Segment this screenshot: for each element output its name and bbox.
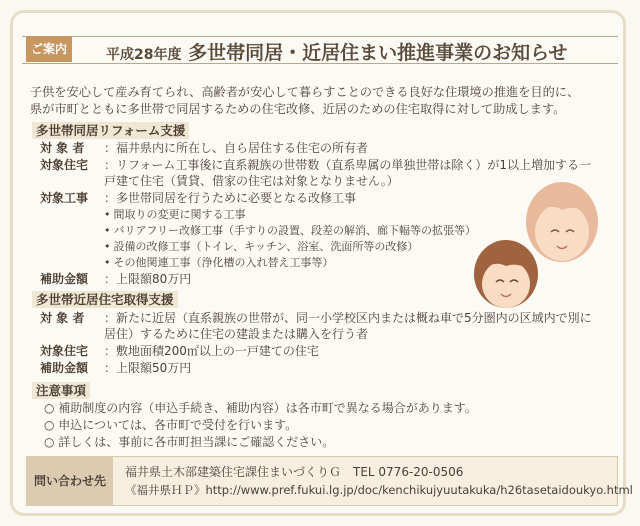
value: ：上限額80万円: [104, 272, 192, 286]
label: 対 象 者: [40, 141, 85, 155]
nearby-heading: 多世帯近居住宅取得支援: [32, 291, 178, 308]
note-item: ○ 申込については、各市町で受付を行います。: [44, 418, 298, 432]
child-face-icon: [474, 240, 538, 308]
notes-heading: 注意事項: [32, 382, 90, 399]
reform-house-cont: 戸建て住宅（賃貸、借家の住宅は対象となりません。）: [104, 174, 399, 188]
work-item: • 間取りの変更に関する工事: [104, 207, 246, 222]
value: ：リフォーム工事後に直系親族の世帯数（直系卑属の単独世帯は除く）が1以上増加する一: [104, 158, 592, 172]
nearby-amount: [40, 360, 191, 376]
label: 対象工事: [40, 191, 89, 205]
contact-label: 問い合わせ先: [27, 457, 113, 505]
intro-line: 子供を安心して産み育てられ、高齢者が安心して暮らすことのできる良好な住環境の推進を目的に、: [30, 85, 580, 99]
reform-target: [40, 140, 368, 156]
intro-line: 県が市町とともに多世帯で同居するための住宅改修、近居のための住宅取得に対して助成します。: [30, 102, 566, 116]
value: ：上限額50万円: [104, 361, 192, 375]
family-illustration: [454, 174, 604, 324]
reform-work: [40, 190, 356, 206]
value: ：敷地面積200㎡以上の一戸建ての住宅: [104, 344, 319, 358]
label: 補助金額: [40, 361, 89, 375]
note-item: ○ 補助制度の内容（申込手続き、補助内容）は各市町で異なる場合があります。: [44, 401, 477, 415]
contact-url[interactable]: 《福井県ＨＰ》http://www.pref.fukui.lg.jp/doc/kenchikujyuutakuka/h26tasetaidoukyo.html: [125, 483, 633, 497]
note-item: ○ 詳しくは、事前に各市町担当課にご確認ください。: [44, 435, 335, 449]
value: ：新たに近居（直系親族の世帯が、同一小学校区内または概ね車で5分圏内の区域内で別に: [104, 311, 592, 325]
value: ：多世帯同居を行うために必要となる改修工事: [104, 191, 357, 205]
info-badge: ご案内: [26, 36, 72, 62]
value: ：福井県内に所在し、自ら居住する住宅の所有者: [104, 141, 369, 155]
label: 対象住宅: [40, 158, 89, 172]
title-year: 平成28年度: [106, 47, 182, 63]
page-title: [106, 38, 568, 65]
work-item: • バリアフリー改修工事（手すりの設置、段差の解消、廊下幅等の拡張等）: [104, 223, 476, 238]
contact-phone: 福井県土木部建築住宅課住まいづくりＧ TEL 0776-20-0506: [125, 465, 464, 479]
nearby-target-cont: 居住）するために住宅の建設または購入を行う者: [104, 327, 369, 341]
reform-heading: 多世帯同居リフォーム支援: [32, 122, 189, 139]
contact-box: [26, 456, 633, 506]
label: 補助金額: [40, 272, 89, 286]
title-main: 多世帯同居・近居住まい推進事業のお知らせ: [188, 42, 568, 64]
work-item: • 設備の改修工事（トイレ、キッチン、浴室、洗面所等の改修）: [104, 239, 418, 254]
nearby-house: [40, 343, 319, 359]
label: 対象住宅: [40, 344, 89, 358]
reform-house: [40, 157, 591, 173]
label: 対 象 者: [40, 311, 85, 325]
work-item: • その他関連工事（浄化槽の入れ替え工事等）: [104, 255, 334, 270]
reform-amount: [40, 271, 191, 287]
mother-face-icon: [526, 182, 598, 262]
intro-text: [30, 84, 620, 118]
